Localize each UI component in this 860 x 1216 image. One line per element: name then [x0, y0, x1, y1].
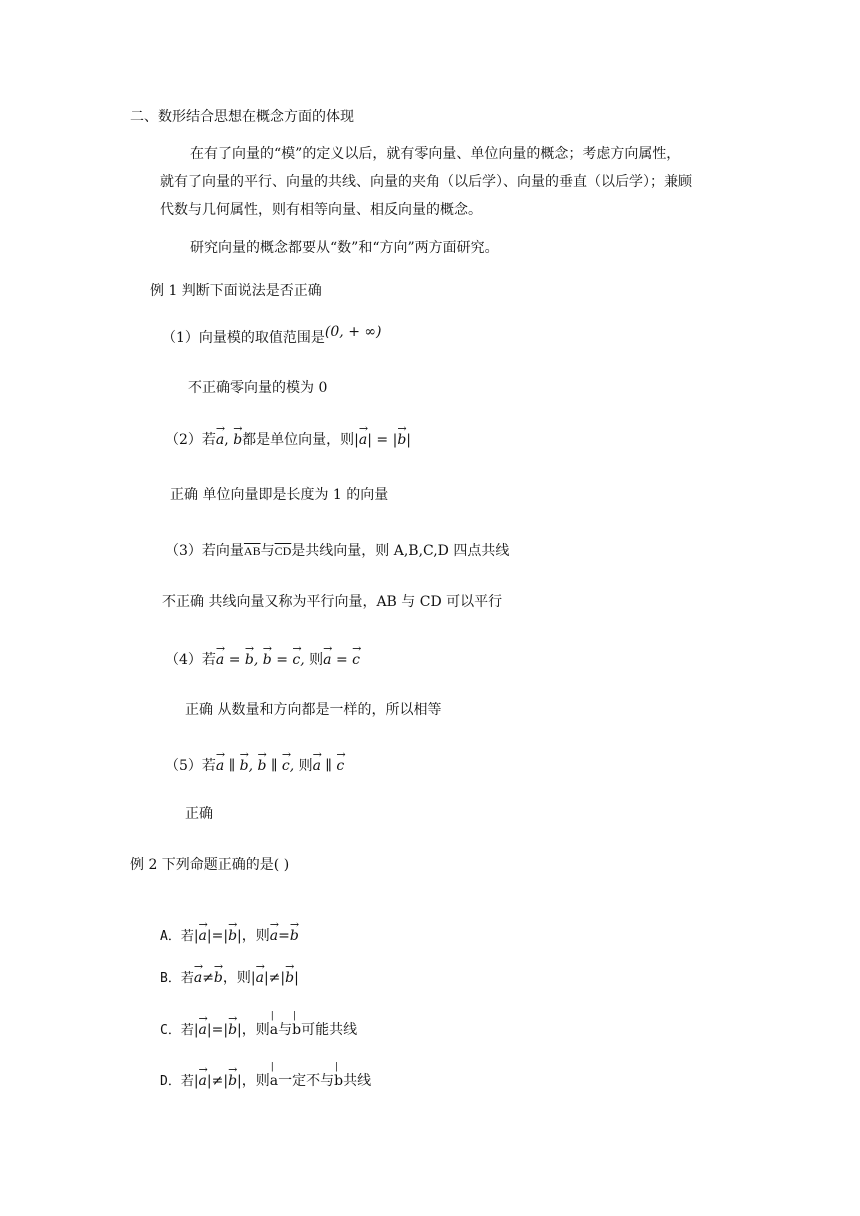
q4-prefix: （4）若: [165, 652, 216, 668]
example2-option-a: A．若|→ a|=|→ b|，则→ a=→ b: [160, 926, 299, 947]
q1-text: （1）向量模的取值范围是: [162, 330, 325, 346]
optD-label: D．若: [160, 1074, 194, 1089]
q4-conclusion: → a = → c: [323, 652, 360, 668]
q3-suffix: 是共线向量，则 A,B,C,D 四点共线: [291, 543, 510, 559]
intro-line-3: 代数与几何属性，则有相等向量、相反向量的概念。: [160, 202, 482, 218]
q2-equation: |→ a| = |→ b|: [354, 432, 411, 448]
example1-q3: [165, 541, 509, 561]
optD-then: ，则: [241, 1073, 270, 1089]
optA-label: A．若: [160, 929, 194, 944]
intro-line-1: 在有了向量的“模”的定义以后，就有零向量、单位向量的概念；考虑方向属性，: [190, 146, 681, 162]
example1-q5: [165, 756, 344, 776]
example1-q2: （2）若→ a, → b都是单位向量，则|→ a| = |→ b|: [165, 430, 411, 450]
example2-option-c: C．若|→ a|=|→ b|，则| a与| b可能共线: [160, 1020, 357, 1041]
example1-q2-answer: 正确 单位向量即是长度为 1 的向量: [170, 487, 389, 503]
optB-label: B．若: [160, 971, 194, 986]
q4-condition: → a = → b, → b = → c,: [216, 652, 309, 668]
example1-q4-answer: 正确 从数量和方向都是一样的，所以相等: [185, 702, 442, 718]
optC-label: C．若: [160, 1023, 194, 1038]
example1-q1-answer: 不正确零向量的模为 0: [188, 380, 328, 396]
q5-condition: → a ∥ → b, → b ∥ → c,: [216, 758, 299, 774]
q5-conclusion: → a ∥ → c: [313, 758, 345, 774]
q2-middle: 都是单位向量，则: [242, 432, 355, 448]
optC-then: ，则: [241, 1022, 270, 1038]
section-title: 二、数形结合思想在概念方面的体现: [130, 109, 354, 125]
example2-option-b: B．若→ a≠→ b，则|→ a|≠|→ b|: [160, 968, 299, 989]
example1-q5-answer: 正确: [185, 806, 213, 822]
example1-q3-answer: 不正确 共线向量又称为平行向量，AB 与 CD 可以平行: [162, 594, 503, 610]
optD-end: 共线: [343, 1073, 372, 1089]
optD-mid: 一定不与: [278, 1073, 335, 1089]
q5-then: 则: [298, 758, 313, 774]
example1-title: 例 1 判断下面说法是否正确: [150, 283, 322, 299]
vector-AB: $\overline{AB}$: [243, 544, 261, 558]
optC-b: | b: [292, 1020, 301, 1040]
optD-b: | b: [334, 1071, 343, 1091]
q3-prefix: （3）若向量: [165, 543, 244, 559]
vector-CD: $\overline{CD}$: [274, 544, 292, 558]
optD-a: | a: [270, 1071, 278, 1091]
q5-prefix: （5）若: [165, 758, 216, 774]
example2-title: 例 2 下列命题正确的是( ): [130, 857, 290, 873]
optC-end: 可能共线: [301, 1022, 358, 1038]
intro-line-4: 研究向量的概念都要从“数”和“方向”两方面研究。: [190, 240, 499, 256]
q3-mid: 与: [260, 543, 275, 559]
intro-line-2: 就有了向量的平行、向量的共线、向量的夹角（以后学）、向量的垂直（以后学）；兼顾: [160, 174, 692, 190]
q4-then: 则: [309, 652, 324, 668]
example2-option-d: D．若|→ a|≠|→ b|，则| a一定不与| b共线: [160, 1071, 371, 1092]
optA-then: ，则: [241, 928, 270, 944]
vector-b: → b: [233, 430, 242, 450]
example1-q4: [165, 650, 360, 670]
example1-q1: [162, 324, 382, 348]
q1-range: (0, + ∞): [324, 324, 382, 340]
optB-then: ，则: [222, 970, 251, 986]
q2-prefix: （2）若: [165, 432, 216, 448]
optC-a: | a: [270, 1020, 278, 1040]
optC-with: 与: [278, 1022, 293, 1038]
vector-a: → a: [216, 430, 224, 450]
